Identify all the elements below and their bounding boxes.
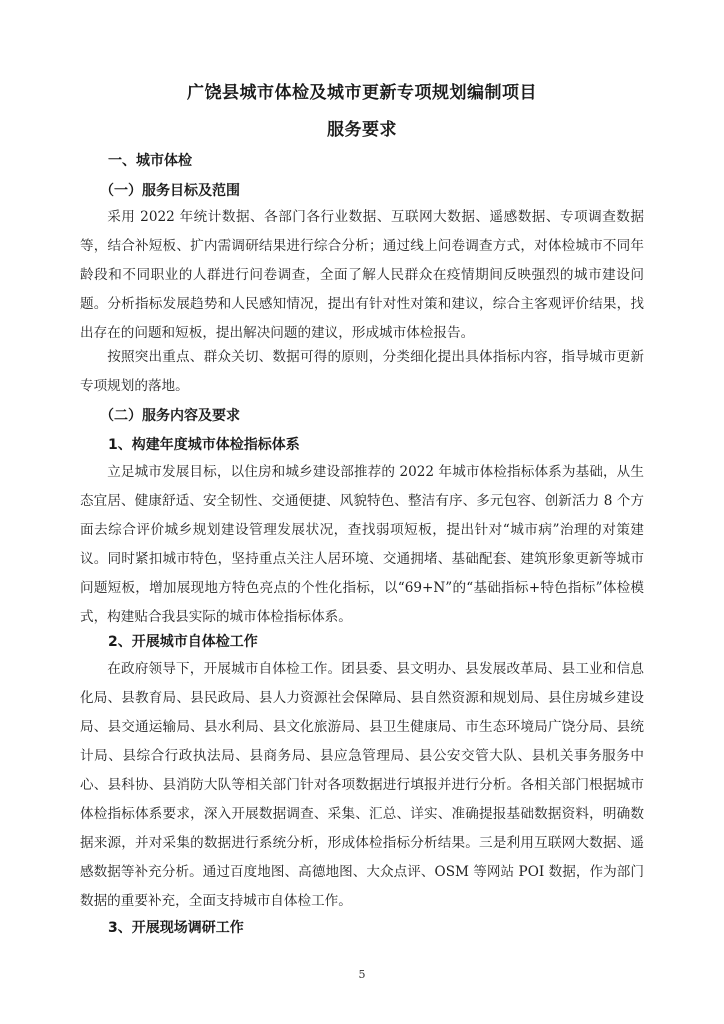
item-heading-indicator-system: 1、构建年度城市体检指标体系 [108, 437, 300, 453]
subsection-heading-content: （二）服务内容及要求 [100, 408, 240, 424]
document-subtitle: 服务要求 [327, 120, 397, 140]
paragraph-goals-2: 按照突出重点、群众关切、数据可得的原则，分类细化提出具体指标内容，指导城市更新专项规划的落地。 [80, 349, 644, 394]
paragraph-indicator-system: 立足城市发展目标，以住房和城乡建设部推荐的 2022 年城市体检指标体系为基础，从生态宜居、健康舒适、安全韧性、交通便捷、风貌特色、整洁有序、多元包容、创新活力 8 个方面去综合评价城乡规划建设管理发展状况，查找弱项短板，提出针对“城市病”治理的对策建议。同时紧扣城市特色，坚持重点关注人居环境、交通拥堵、基础配套、建筑形象更新等城市问题短板，增加展现地方特色亮点的个性化指标，以“69+N”的“基础指标+特色指标”体检模式，构建贴合我县实际的城市体检指标体系。 [80, 464, 644, 625]
paragraph-self-checkup: 在政府领导下，开展城市自体检工作。团县委、县文明办、县发展改革局、县工业和信息化局、县教育局、县民政局、县人力资源社会保障局、县自然资源和规划局、县住房城乡建设局、县交通运输局、县水利局、县文化旅游局、县卫生健康局、市生态环境局广饶分局、县统计局、县综合行政执法局、县商务局、县应急管理局、县公安交管大队、县机关事务服务中心、县科协、县消防大队等相关部门针对各项数据进行填报并进行分析。各相关部门根据城市体检指标体系要求，深入开展数据调查、采集、汇总、详实、准确提报基础数据资料，明确数据来源，并对采集的数据进行系统分析，形成体检指标分析结果。三是利用互联网大数据、遥感数据等补充分析。通过百度地图、高德地图、大众点评、OSM 等网站 POI 数据，作为部门数据的重要补充，全面支持城市自体检工作。 [80, 661, 644, 909]
document-title: 广饶县城市体检及城市更新专项规划编制项目 [187, 83, 537, 103]
paragraph-goals-1: 采用 2022 年统计数据、各部门各行业数据、互联网大数据、遥感数据、专项调查数据等，结合补短板、扩内需调研结果进行综合分析；通过线上问卷调查方式，对体检城市不同年龄段和不同职业的人群进行问卷调查，全面了解人民群众在疫情期间反映强烈的城市建设问题。分析指标发展趋势和人民感知情况，提出有针对性对策和建议，综合主客观评价结果，找出存在的问题和短板，提出解决问题的建议，形成城市体检报告。 [80, 209, 644, 341]
page-number: 5 [358, 968, 366, 981]
subsection-heading-goals: （一）服务目标及范围 [100, 183, 240, 199]
item-heading-self-checkup: 2、开展城市自体检工作 [108, 634, 258, 650]
section-heading-urban-checkup: 一、城市体检 [108, 153, 192, 169]
item-heading-field-research: 3、开展现场调研工作 [108, 920, 244, 936]
